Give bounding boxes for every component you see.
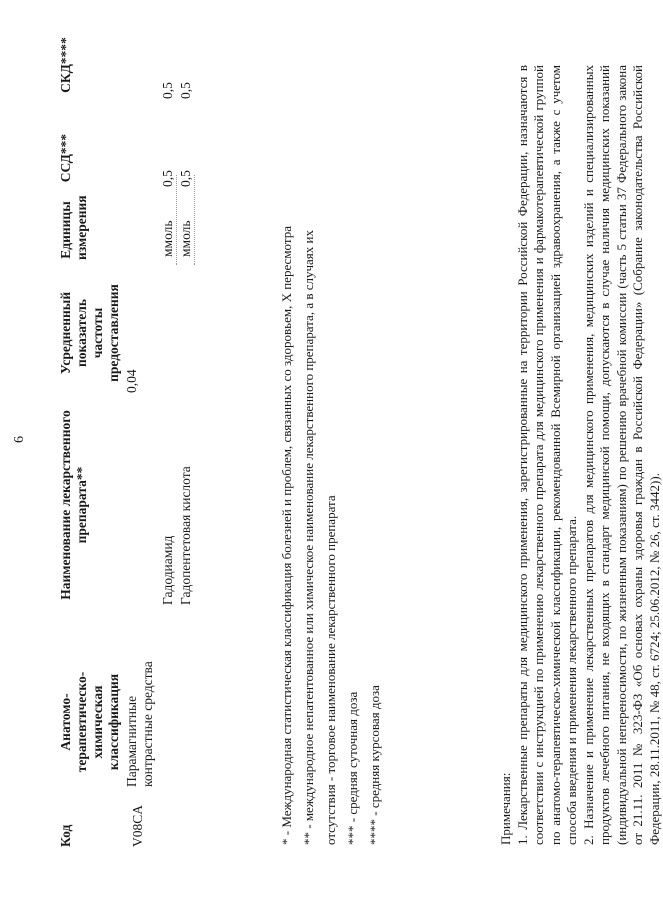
footnote-1: * - Международная статистическая классификация болезней и проблем, связанных со здоровьем, X пересмотра: [279, 226, 294, 845]
header-unit: Единицы измерения: [58, 195, 89, 260]
header-ssd: ССД***: [58, 133, 73, 183]
row2-skd: 0,5: [160, 82, 175, 99]
row1-atc: Парамагнитные контрастные средства: [124, 661, 155, 787]
row2-dotted-line: [176, 175, 177, 265]
header-skd: СКД****: [58, 37, 73, 93]
row1-frequency: 0,04: [124, 369, 139, 393]
header-frequency: Усредненный показатель частоты предоставления: [58, 284, 121, 382]
row2-unit: ммоль: [160, 220, 175, 257]
row3-drug-name: Гадопентетовая кислота: [178, 466, 193, 605]
footnote-2: ** - международное непатентованное или химическое наименование лекарственного препарата, а в случаях их: [301, 230, 316, 845]
row2-ssd: 0,5: [160, 170, 175, 187]
row1-code: V08CA: [130, 804, 145, 847]
notes-title: Примечания:: [498, 772, 513, 845]
header-atc: Анатомо-терапевтическо-химическая классификация: [58, 671, 121, 773]
notes-item-2: 2. Назначение и применение лекарственных препаратов для медицинского применения, медицинских изделий и специализированных продуктов лечебного питания, не входящих в стандарт медицинской помощи, допускаются в случае наличия медицинских показаний (индивидуальной непереносимости, по жизненным показаниям) по решению врачебной комиссии (часть 5 статьи 37 Федерального закона от 21.11. 2011 № 323-ФЗ «Об основах охраны здоровья граждан в Российской Федерации» (Собрание законодательства Российской Федерации, 28.11.2011, № 48, ст. 6724; 25.06.2012, № 26, ст. 3442)).: [580, 65, 662, 845]
notes-item-1: 1. Лекарственные препараты для медицинского применения, зарегистрированные на территории Российской Федерации, назначаются в соответствии с инструкцией по применению лекарственного препарата для медицинского применения и фармакотерапевтической группой по анатомо-терапевтическо-химической классификации, рекомендованной Всемирной организацией здравоохранения, а также с учетом способа введения и применения лекарственного препарата.: [514, 65, 579, 845]
page-number: 6: [12, 436, 27, 443]
header-drug-name: Наименование лекарственного препарата**: [58, 410, 89, 600]
footnote-5: **** - средняя курсовая доза: [367, 685, 382, 845]
footnote-3: отсутствия - торговое наименование лекарственного препарата: [323, 495, 338, 845]
row3-ssd: 0,5: [178, 170, 193, 187]
header-code: Код: [58, 824, 73, 847]
row3-dotted-line: [194, 175, 195, 265]
notes-section: [498, 65, 663, 845]
row2-drug-name: Гадодиамид: [160, 535, 175, 605]
footnote-4: *** - средняя суточная доза: [345, 691, 360, 845]
row3-unit: ммоль: [178, 220, 193, 257]
row3-skd: 0,5: [178, 82, 193, 99]
